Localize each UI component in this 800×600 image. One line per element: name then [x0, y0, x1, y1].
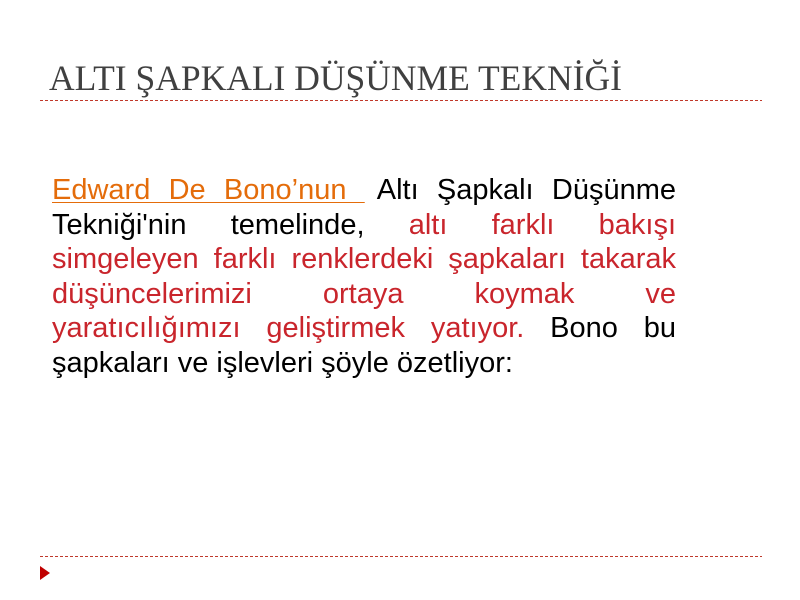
paragraph-text: Altı Şapkalı Düşünme: [376, 174, 676, 206]
paragraph-text: şapkaları ve işlevleri şöyle özetliyor:: [52, 346, 513, 379]
paragraph-text: Bono bu: [550, 312, 677, 345]
paragraph-line: [52, 277, 676, 312]
paragraph-line: [52, 346, 676, 381]
highlighted-text: yaratıcılığımızı geliştirmek yatıyor.: [52, 312, 525, 345]
footer-divider: [40, 556, 762, 557]
slide-title: ALTI ŞAPKALI DÜŞÜNME TEKNİĞİ: [49, 58, 622, 98]
author-link[interactable]: Edward De Bono’nun: [52, 174, 365, 206]
body-paragraph: [52, 173, 676, 381]
highlighted-text: altı farklı bakışı: [408, 208, 677, 241]
paragraph-line: [52, 208, 676, 243]
paragraph-line: [52, 173, 676, 208]
highlighted-text: simgeleyen farklı renklerdeki şapkaları takarak: [52, 243, 676, 276]
triangle-right-icon: [40, 566, 50, 580]
paragraph-line: [52, 311, 676, 346]
title-divider: [40, 100, 762, 101]
paragraph-line: [52, 242, 676, 277]
highlighted-text: düşüncelerimizi ortaya koymak ve: [52, 277, 676, 310]
paragraph-text: Tekniği'nin temelinde,: [52, 208, 365, 241]
